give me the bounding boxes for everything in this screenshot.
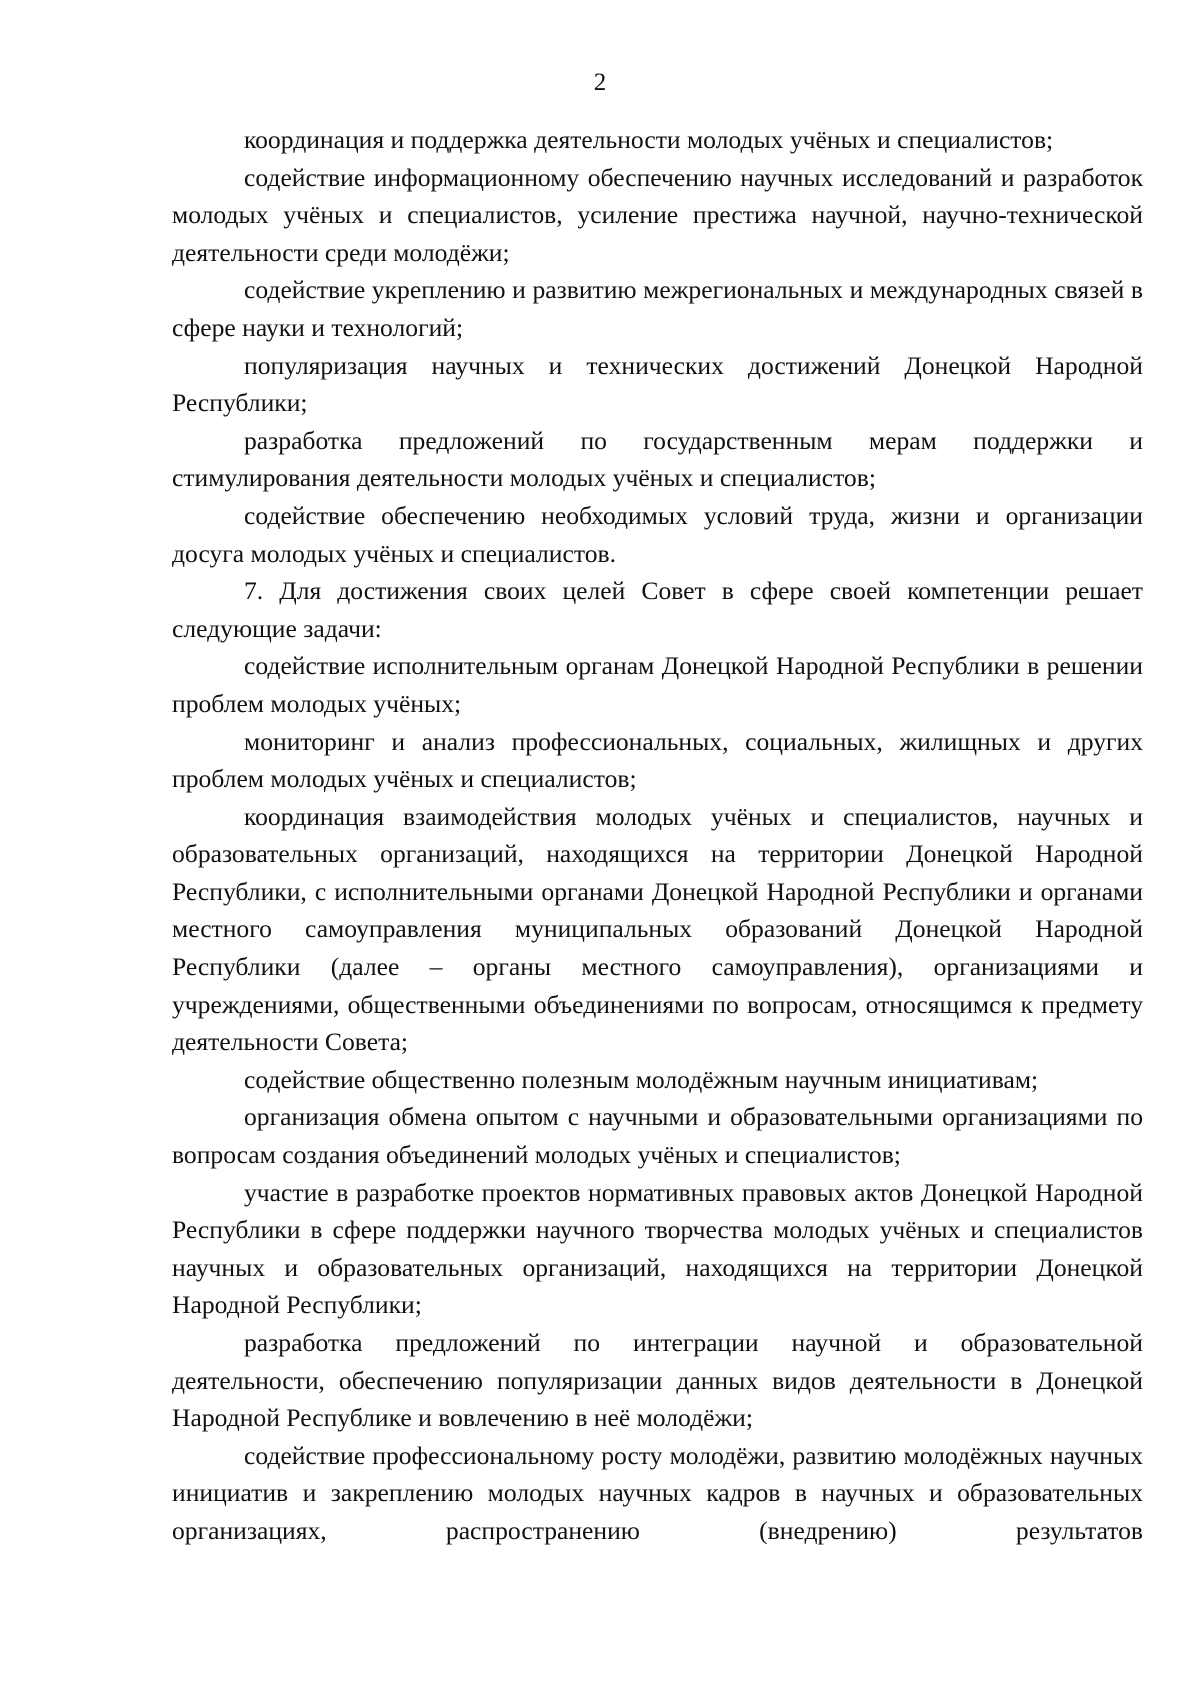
paragraph: организация обмена опытом с научными и образовательными организациями по вопросам создания объединений молодых учёных и специалистов; xyxy=(172,1102,1143,1170)
paragraph: разработка предложений по интеграции научной и образовательной деятельности, обеспечению популяризации данных видов деятельности в Донецкой Народной Республике и вовлечению в неё молодёжи; xyxy=(172,1328,1143,1433)
paragraph-last-continued: содействие профессиональному росту молодёжи, развитию молодёжных научных инициатив и закреплению молодых научных кадров в научных и образовательных организациях, распространению (внедрению) результатов xyxy=(172,1440,1143,1545)
paragraph: популяризация научных и технических достижений Донецкой Народной Республики; xyxy=(172,350,1143,418)
paragraph: разработка предложений по государственным мерам поддержки и стимулирования деятельности молодых учёных и специалистов; xyxy=(172,425,1143,493)
paragraph: участие в разработке проектов нормативных правовых актов Донецкой Народной Республики в сфере поддержки научного творчества молодых учёных и специалистов научных и образовательных организаций, находящихся на территории Донецкой Народной Республики; xyxy=(172,1177,1143,1320)
paragraph: содействие исполнительным органам Донецкой Народной Республики в решении проблем молодых учёных; xyxy=(172,651,1143,718)
paragraph: содействие информационному обеспечению научных исследований и разработок молодых учёных и специалистов, усиление престижа научной, научно-технической деятельности среди молодёжи; xyxy=(172,162,1143,267)
document-body xyxy=(172,121,1143,1550)
paragraph: содействие общественно полезным молодёжным научным инициативам; xyxy=(244,1064,1039,1094)
paragraph-item-7: 7. Для достижения своих целей Совет в сфере своей компетенции решает следующие задачи: xyxy=(172,576,1143,643)
paragraph: содействие обеспечению необходимых условий труда, жизни и организации досуга молодых учёных и специалистов. xyxy=(172,500,1143,568)
paragraph: координация и поддержка деятельности молодых учёных и специалистов; xyxy=(244,125,1054,154)
paragraph: содействие укреплению и развитию межрегиональных и международных связей в сфере науки и технологий; xyxy=(172,275,1143,342)
page-number: 2 xyxy=(593,69,607,96)
paragraph: координация взаимодействия молодых учёных и специалистов, научных и образовательных организаций, находящихся на территории Донецкой Народной Республики, с исполнительными органами Донецкой Народной Республики и органами местного самоуправления муниципальных образований Донецкой Народной Республики (далее – органы местного самоуправления), организациями и учреждениями, общественными объединениями по вопросам, относящимся к предмету деятельности Совета; xyxy=(172,801,1143,1057)
paragraph: мониторинг и анализ профессиональных, социальных, жилищных и других проблем молодых учёных и специалистов; xyxy=(172,726,1143,794)
